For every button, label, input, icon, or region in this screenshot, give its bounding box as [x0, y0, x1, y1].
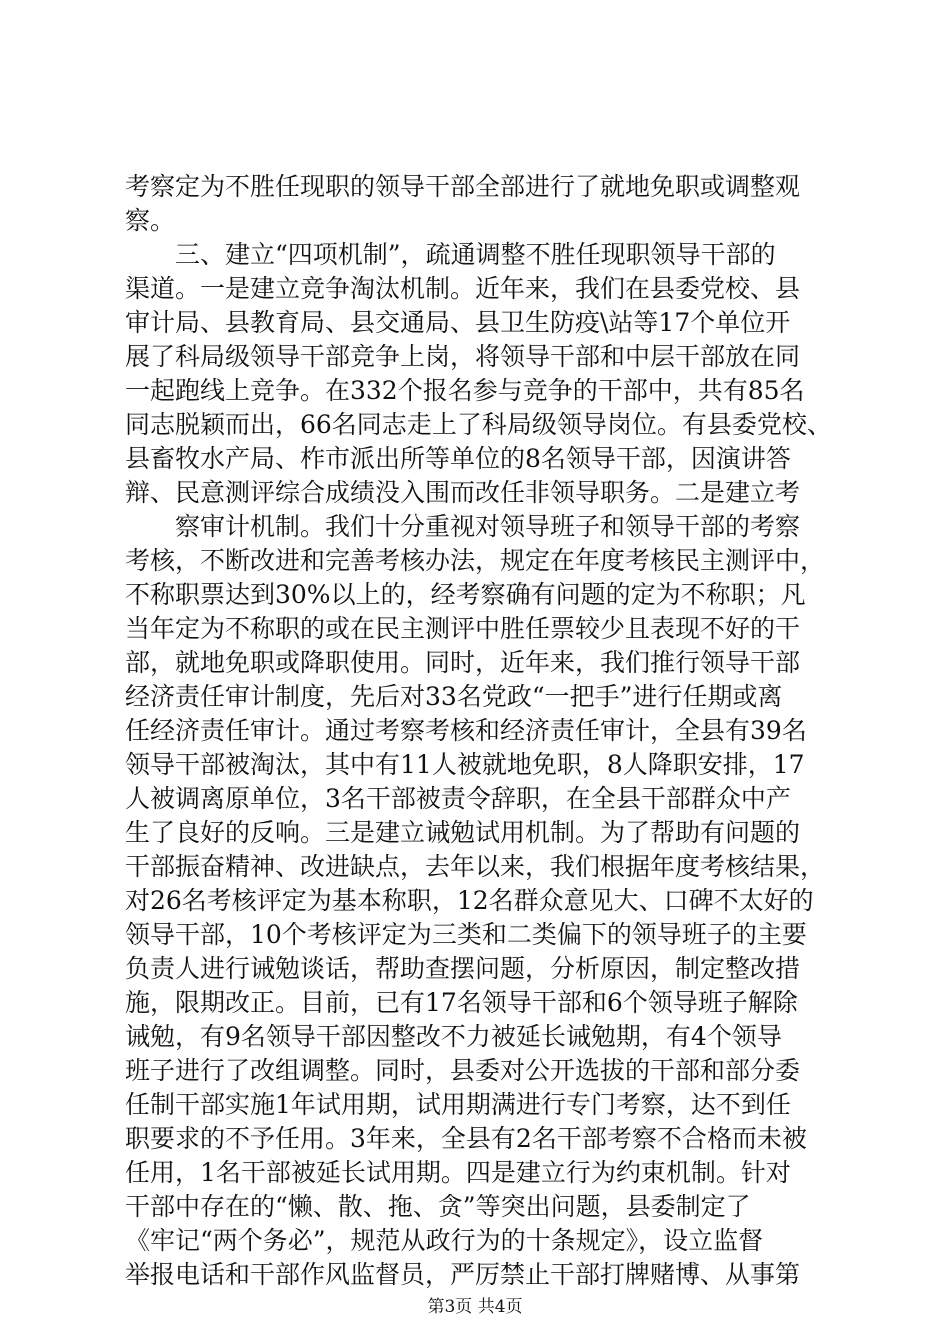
text-line: 生了良好的反响。三是建立诫勉试用机制。为了帮助有问题的 [125, 818, 801, 847]
text-line: 同志脱颖而出，66名同志走上了科局级领导岗位。有县委党校、 [125, 410, 832, 439]
text-line: 考察定为不胜任现职的领导干部全部进行了就地免职或调整观 [125, 172, 801, 201]
text-line: 任制干部实施1年试用期，试用期满进行专门考察，达不到任 [125, 1090, 791, 1119]
text-line: 三、建立“四项机制”，疏通调整不胜任现职领导干部的 [125, 240, 776, 269]
text-line: 县畜牧水产局、柞市派出所等单位的8名领导干部，因演讲答 [125, 444, 791, 473]
text-line: 举报电话和干部作风监督员，严厉禁止干部打牌赌博、从事第 [125, 1260, 801, 1289]
text-line: 施，限期改正。目前，已有17名领导干部和6个领导班子解除 [125, 988, 798, 1017]
text-line: 对26名考核评定为基本称职，12名群众意见大、口碑不太好的 [125, 886, 814, 915]
text-line: 诫勉，有9名领导干部因整改不力被延长诫勉期，有4个领导 [125, 1022, 782, 1051]
text-line: 人被调离原单位，3名干部被责令辞职，在全县干部群众中产 [125, 784, 791, 813]
page-number-footer: 第3页 共4页 [427, 1297, 523, 1317]
text-line: 班子进行了改组调整。同时，县委对公开选拔的干部和部分委 [125, 1056, 801, 1085]
text-line: 领导干部被淘汰，其中有11人被就地免职，8人降职安排，17 [125, 750, 805, 779]
text-line: 不称职票达到30%以上的，经考察确有问题的定为不称职；凡 [125, 580, 806, 609]
text-line: 当年定为不称职的或在民主测评中胜任票较少且表现不好的干 [125, 614, 801, 643]
text-line: 干部中存在的“懒、散、拖、贪”等突出问题，县委制定了 [125, 1192, 751, 1221]
text-line: 《牢记“两个务必”，规范从政行为的十条规定》，设立监督 [125, 1226, 764, 1255]
text-line: 任用，1名干部被延长试用期。四是建立行为约束机制。针对 [125, 1158, 791, 1187]
text-line: 干部振奋精神、改进缺点，去年以来，我们根据年度考核结果， [125, 852, 826, 881]
text-line: 职要求的不予任用。3年来，全县有2名干部考察不合格而未被 [125, 1124, 807, 1153]
text-line: 渠道。一是建立竞争淘汰机制。近年来，我们在县委党校、县 [125, 274, 801, 303]
text-line: 审计局、县教育局、县交通局、县卫生防疫\站等17个单位开 [125, 308, 791, 337]
text-line: 察。 [125, 206, 176, 235]
text-line: 经济责任审计制度，先后对33名党政“一把手”进行任期或离 [125, 682, 783, 711]
text-line: 领导干部，10个考核评定为三类和二类偏下的领导班子的主要 [125, 920, 807, 949]
text-line: 部，就地免职或降职使用。同时，近年来，我们推行领导干部 [125, 648, 801, 677]
text-line: 辩、民意测评综合成绩没入围而改任非领导职务。二是建立考 [125, 478, 801, 507]
text-line: 察审计机制。我们十分重视对领导班子和领导干部的考察 [125, 512, 801, 541]
text-line: 负责人进行诫勉谈话，帮助查摆问题，分析原因，制定整改措 [125, 954, 801, 983]
text-line: 任经济责任审计。通过考察考核和经济责任审计，全县有39名 [125, 716, 807, 745]
text-line: 展了科局级领导干部竞争上岗，将领导干部和中层干部放在同 [125, 342, 801, 371]
text-line: 一起跑线上竞争。在332个报名参与竞争的干部中，共有85名 [125, 376, 805, 405]
text-line: 考核，不断改进和完善考核办法，规定在年度考核民主测评中， [125, 546, 826, 575]
